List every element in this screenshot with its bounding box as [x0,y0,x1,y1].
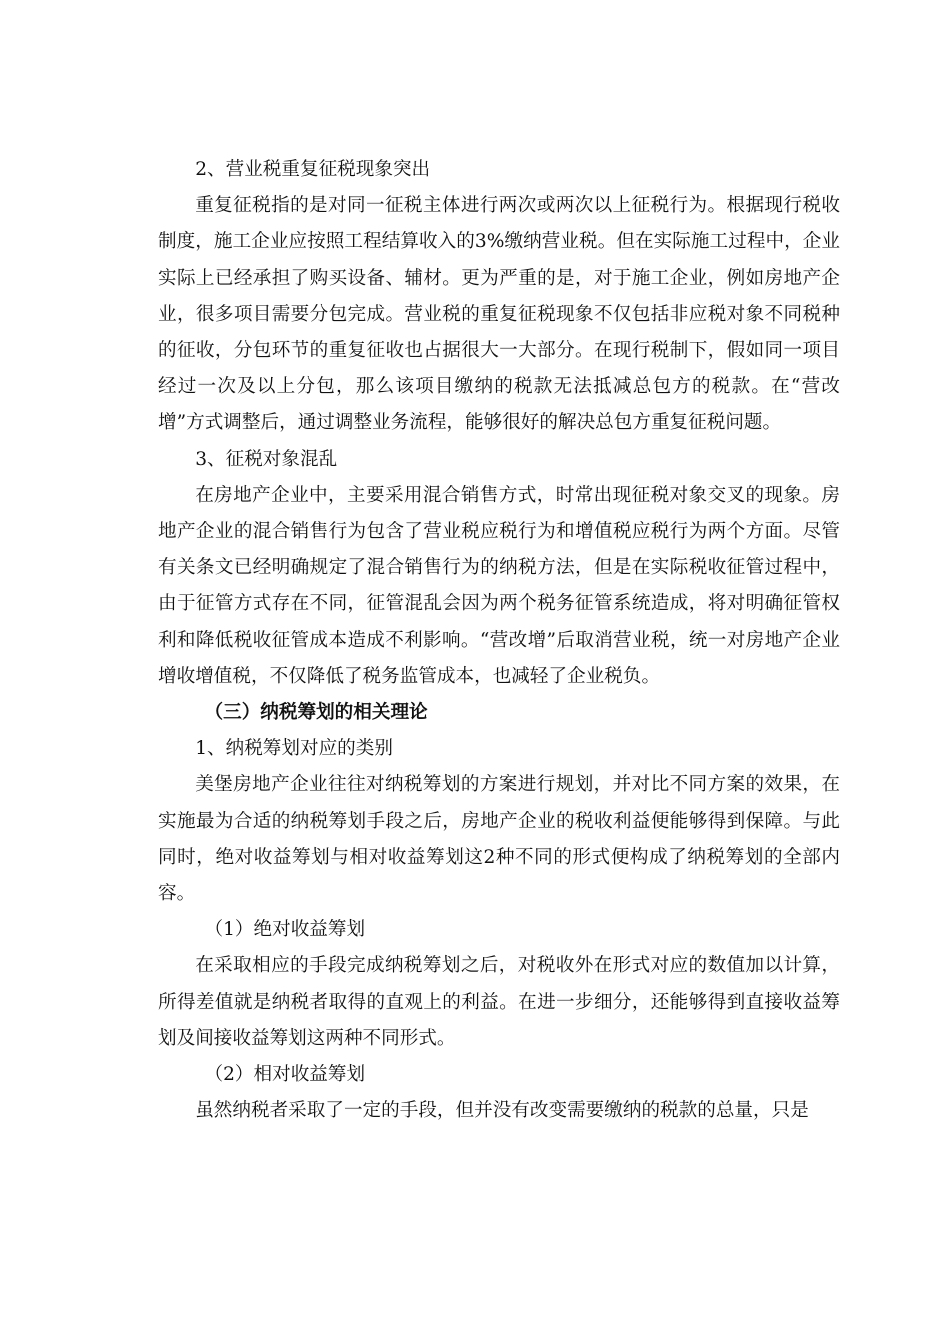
subheading-absolute-benefit: （1）绝对收益筹划 [204,919,366,941]
paragraph-absolute-benefit: 在采取相应的手段完成纳税筹划之后，对税收外在形式对应的数值加以计算，所得差值就是纳税者取得的直观上的利益。在进一步细分，还能够得到直接收益筹划及间接收益筹划这两种不同形式。 [158,955,840,1049]
subheading-relative-benefit: （2）相对收益筹划 [204,1064,366,1086]
section-heading-tax-object: 3、征税对象混乱 [195,448,338,470]
section-heading-tax-planning-theory: （三）纳税筹划的相关理论 [204,702,428,724]
paragraph-double-taxation: 重复征税指的是对同一征税主体进行两次或两次以上征税行为。根据现行税收制度，施工企业应按照工程结算收入的3%缴纳营业税。但在实际施工过程中，企业实际上已经承担了购买设备、辅材。更为严重的是，对于施工企业，例如房地产企业，很多项目需要分包完成。营业税的重复征税现象不仅包括非应税对象不同税种的征收，分包环节的重复征收也占据很大一大部分。在现行税制下，假如同一项目经过一次及以上分包，那么该项目缴纳的税款无法抵减总包方的税款。在“营改增”方式调整后，通过调整业务流程，能够很好的解决总包方重复征税问题。 [158,195,840,434]
section-heading-business-tax: 2、营业税重复征税现象突出 [195,159,431,180]
paragraph-relative-benefit: 虽然纳税者采取了一定的手段，但并没有改变需要缴纳的税款的总量，只是 [195,1100,809,1122]
paragraph-mixed-sales: 在房地产企业中，主要采用混合销售方式，时常出现征税对象交叉的现象。房地产企业的混合销售行为包含了营业税应税行为和增值税应税行为两个方面。尽管有关条文已经明确规定了混合销售行为的纳税方法，但是在实际税收征管过程中，由于征管方式存在不同，征管混乱会因为两个税务征管系统造成，将对明确征管权利和降低税收征管成本造成不利影响。“营改增”后取消营业税，统一对房地产企业增收增值税，不仅降低了税务监管成本，也减轻了企业税负。 [158,484,840,687]
section-heading-planning-categories: 1、纳税筹划对应的类别 [195,738,393,760]
paragraph-planning-forms: 美堡房地产企业往往对纳税筹划的方案进行规划，并对比不同方案的效果，在实施最为合适的纳税筹划手段之后，房地产企业的税收利益便能够得到保障。与此同时，绝对收益筹划与相对收益筹划这2种不同的形式便构成了纳税筹划的全部内容。 [158,774,840,905]
